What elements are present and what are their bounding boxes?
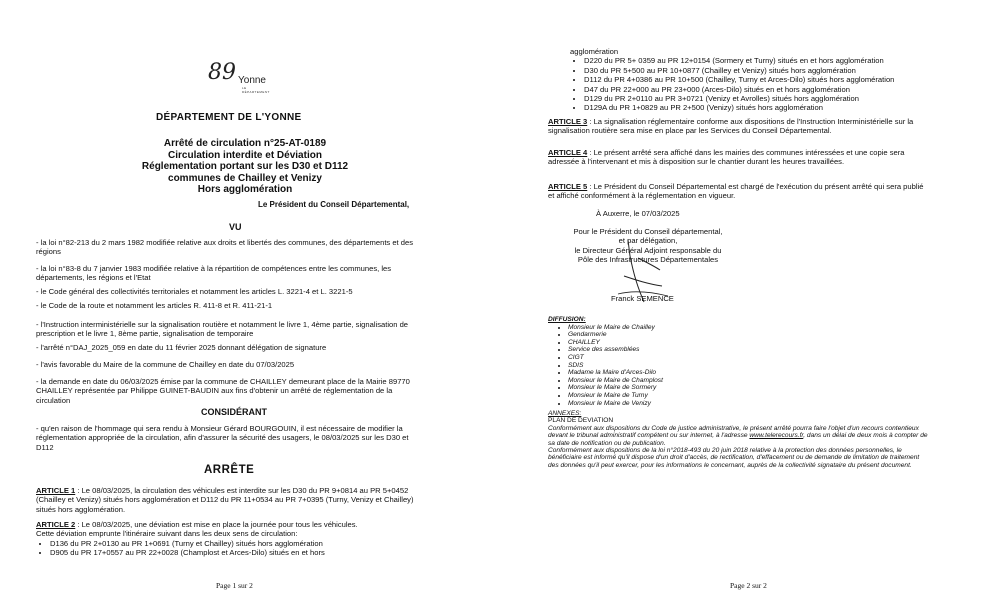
article-1-text: : Le 08/03/2025, la circulation des véhicules est interdite sur les D30 du PR 9+0814 au PR 5+0452 (Chailley et Venizy) situés hors agglomération et D112 du PR 11+0534 au PR 7+0395 (Turny, Venizy et Chailley) situés hors agglomération. [36, 486, 414, 514]
deviation-continuation [570, 47, 980, 113]
diffusion-item: • SDIS [568, 362, 748, 370]
title-line: communes de Chailley et Venizy [168, 172, 322, 184]
diffusion-item: • CHAILLEY [568, 339, 748, 347]
title-line: Circulation interdite et Déviation [168, 149, 322, 161]
signature-line: Pour le Président du Conseil départemental, [573, 227, 723, 236]
department-heading: DÉPARTEMENT DE L'YONNE [156, 112, 302, 123]
title-line: Hors agglomération [197, 184, 293, 195]
president-line: Le Président du Conseil Départemental, [258, 200, 410, 209]
title-line: Arrêté de circulation n°25-AT-0189 [163, 138, 327, 149]
title-line: Réglementation portant sur les D30 et D112 [141, 161, 349, 172]
page-2 [496, 0, 992, 605]
deviation-item: • D30 du PR 5+500 au PR 10+0877 (Chailley et Venizy) situés hors agglomération [584, 66, 980, 75]
article-4-label: ARTICLE 4 [548, 148, 588, 157]
vu-item: - le Code de la route et notamment les articles R. 411-8 et R. 411-21-1 [36, 301, 273, 310]
page-2-footer: Page 2 sur 2 [730, 581, 767, 590]
vu-heading: VU [229, 222, 242, 232]
vu-item: - la loi n°82-213 du 2 mars 1982 modifiée relative aux droits et libertés des communes, des départements et des régions [36, 238, 414, 257]
deviation-item: • D112 du PR 4+0386 au PR 10+500 (Chailley, Turny et Arces-Dilo) situés hors agglomération [584, 75, 980, 84]
continuation-text: agglomération [570, 47, 619, 56]
legal-recourse: Conformément aux dispositions du Code de justice administrative, le présent arrêté pourra faire l'objet d'un recours contentieux devant le tribunal administratif compétent ou sur internet, à l'adresse www.telerecours.fr, dans un délai de deux mois à compter de sa date de notification ou de publication. [548, 424, 928, 447]
diffusion-item: • Monsieur le Maire de Champlost [568, 377, 748, 385]
article-5-label: ARTICLE 5 [548, 182, 588, 191]
deviation-item: • D129A du PR 1+0829 au PR 2+500 (Venizy) situés hors agglomération [584, 103, 980, 112]
article-3 [548, 117, 930, 136]
logo-word: Yonne [238, 75, 266, 86]
diffusion-label: DIFFUSION: [548, 316, 586, 323]
arrete-heading: ARRÊTE [204, 464, 255, 476]
article-3-label: ARTICLE 3 [548, 117, 588, 126]
signature-line: et par délégation, [618, 236, 678, 246]
considerant-text: - qu'en raison de l'hommage qui sera rendu à Monsieur Gérard BOURGOUIN, il est nécessaire de modifier la réglementation appropriée de la circulation, afin d'assurer la sécurité des usagers, le 08/03/2025 sur les D30 et D112 [36, 424, 409, 452]
logo-number: 89 [208, 60, 236, 85]
vu-item: - l'Instruction interministérielle sur la signalisation routière et notamment le livre 1, 4ème partie, signalisation de prescription et le livre 1, 8ème partie, signalisation de temporaire [36, 320, 409, 339]
deviation-item: • D220 du PR 5+ 0359 au PR 12+0154 (Sormery et Turny) situés en et hors agglomération [584, 56, 980, 65]
signature-line: le Directeur Général Adjoint responsable du [574, 245, 722, 255]
page-1-footer: Page 1 sur 2 [216, 581, 253, 590]
signatory-name: Franck SEMENCE [611, 294, 674, 303]
article-5-text: : Le Président du Conseil Départemental est chargé de l'exécution du présent arrêté qui sera publié et affiché conformément à la réglementation en vigueur. [548, 182, 924, 201]
decree-title [100, 138, 390, 196]
article-2-label: ARTICLE 2 [36, 520, 76, 529]
diffusion-item: • Madame la Maire d'Arces-Dilo [568, 369, 748, 377]
deviation-item: • D129 du PR 2+0110 au PR 3+0721 (Venizy et Avrolles) situés hors agglomération [584, 94, 980, 103]
signature-line: Pôle des Infrastructures Départementales [577, 255, 719, 265]
vu-item: - l'arrêté n°DAJ_2025_059 en date du 11 février 2025 donnant délégation de signature [36, 343, 327, 352]
diffusion-item: • Monsieur le Maire de Sormery [568, 384, 748, 392]
annexes-label: ANNEXES: [548, 410, 582, 417]
article-5 [548, 182, 930, 201]
deviation-item: • D905 du PR 17+0557 au PR 22+0028 (Champlost et Arces-Dilo) situés en et hors [50, 548, 426, 557]
vu-item: - le Code général des collectivités territoriales et notamment les articles L. 3221-4 et L. 3221-5 [36, 287, 353, 296]
annexes-block [548, 410, 930, 469]
diffusion-block [548, 316, 748, 407]
diffusion-item: • Monsieur le Maire de Chailley [568, 324, 748, 332]
legal-data-protection: Conformément aux dispositions de la loi n°2018-493 du 20 juin 2018 relative à la protection des données personnelles, le bénéficiaire est informé qu'il dispose d'un droit d'accès, de rectification, d'effacement ou de demande de limitation de traitement des données qu'il peut exercer, pour les informations le concernant, auprès de la collectivité signataire du présent document. [548, 447, 920, 469]
article-2-line2: Cette déviation emprunte l'itinéraire suivant dans les deux sens de circulation: [36, 529, 298, 539]
article-2-text: : Le 08/03/2025, une déviation est mise en place la journée pour tous les véhicules. [75, 520, 358, 529]
article-3-text: : La signalisation réglementaire conforme aux dispositions de l'Instruction Interministérielle sur la signalisation routière sera mise en place par les Services du Conseil Départemental. [548, 117, 914, 136]
logo-tag: LE DÉPARTEMENT [242, 86, 270, 94]
article-1-label: ARTICLE 1 [36, 486, 76, 495]
place-date: À Auxerre, le 07/03/2025 [596, 209, 680, 218]
yonne-logo [208, 60, 268, 94]
telerecours-link[interactable]: www.telerecours.fr [749, 432, 804, 440]
article-1 [36, 486, 426, 514]
diffusion-item: • Monsieur le Maire de Turny [568, 392, 748, 400]
annexes-item: PLAN DE DEVIATION [548, 417, 614, 425]
diffusion-item: • Service des assemblées [568, 346, 748, 354]
vu-item: - l'avis favorable du Maire de la commune de Chailley en date du 07/03/2025 [36, 360, 295, 369]
vu-item: - la loi n°83-8 du 7 janvier 1983 modifiée relative à la répartition de compétences entre les communes, les départements, les régions et l'Etat [36, 264, 392, 283]
deviation-item: • D136 du PR 2+0130 au PR 1+0691 (Turny et Chailley) situés hors agglomération [50, 539, 426, 548]
article-2 [36, 520, 426, 558]
considerant-heading: CONSIDÉRANT [201, 407, 268, 417]
vu-item: - la demande en date du 06/03/2025 émise par la commune de CHAILLEY demeurant place de la Mairie 89770 CHAILLEY représentée par Philippe GUINET-BAUDIN aux fins d'obtenir un arrêté de réglementation de la circulation [36, 377, 410, 405]
diffusion-item: • Monsieur le Maire de Venizy [568, 400, 748, 408]
article-4-text: : Le présent arrêté sera affiché dans les mairies des communes intéressées et une copie sera adressée à l'intervenant et mis à disposition sur le chantier durant les heures travaillées. [548, 148, 905, 167]
deviation-item: • D47 du PR 22+000 au PR 23+000 (Arces-Dilo) situés en et hors agglomération [584, 85, 980, 94]
diffusion-item: • CIGT [568, 354, 748, 362]
diffusion-item: • Gendarmerie [568, 331, 748, 339]
article-4 [548, 148, 930, 167]
